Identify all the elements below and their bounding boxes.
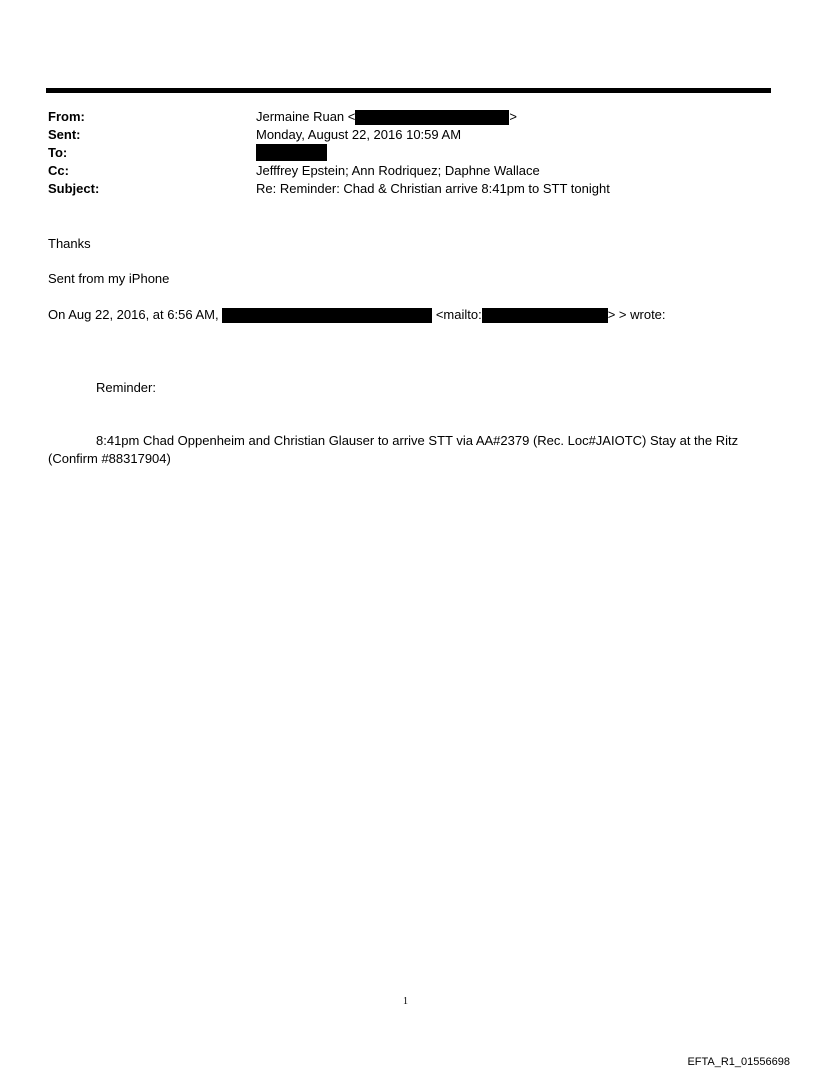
body-signature: Sent from my iPhone	[48, 271, 170, 286]
redaction-block	[256, 144, 327, 161]
body-thanks: Thanks	[48, 236, 91, 251]
from-value	[256, 109, 517, 125]
from-bracket: >	[509, 109, 517, 124]
sent-value: Monday, August 22, 2016 10:59 AM	[256, 127, 462, 142]
redaction-block	[222, 308, 432, 323]
subject-value: Re: Reminder: Chad & Christian arrive 8:41pm to STT tonight	[256, 181, 610, 196]
cc-label: Cc:	[48, 163, 69, 178]
from-name: Jermaine Ruan <	[256, 109, 356, 124]
from-label: From:	[48, 109, 85, 124]
document-id: EFTA_R1_01556698	[687, 1056, 790, 1068]
redaction-block	[355, 110, 509, 125]
reminder-details-line2: (Confirm #88317904)	[48, 451, 171, 466]
quote-mailto: <mailto:	[435, 307, 482, 322]
to-label: To:	[48, 145, 68, 160]
subject-label: Subject:	[48, 181, 100, 196]
cc-value: Jefffrey Epstein; Ann Rodriquez; Daphne Wallace	[256, 163, 540, 178]
page-number: 1	[403, 996, 408, 1007]
redaction-block	[482, 308, 608, 323]
quoted-attribution	[48, 306, 666, 323]
reminder-heading: Reminder:	[96, 380, 156, 395]
to-value	[256, 144, 327, 161]
sent-label: Sent:	[48, 127, 81, 142]
quote-prefix: On Aug 22, 2016, at 6:56 AM,	[48, 307, 219, 322]
header-divider	[46, 88, 771, 93]
quote-suffix: > > wrote:	[607, 307, 666, 322]
reminder-details-line1: 8:41pm Chad Oppenheim and Christian Glauser to arrive STT via AA#2379 (Rec. Loc#JAIOTC) Stay at the Ritz	[96, 433, 739, 448]
